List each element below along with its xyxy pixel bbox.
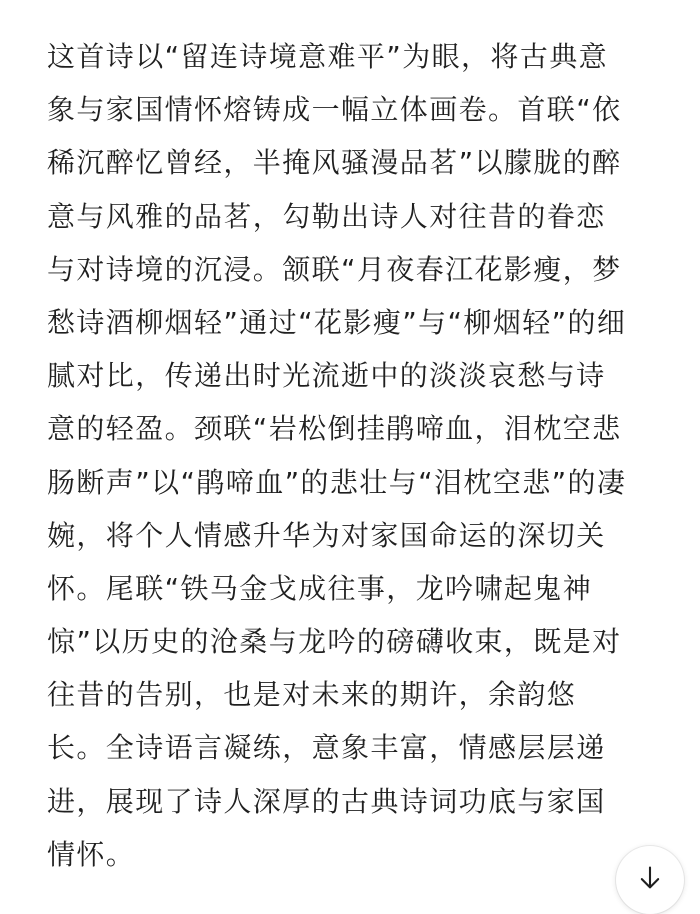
text-line: 进，展现了诗人深厚的古典诗词功底与家国 (47, 784, 606, 818)
text-line: 惊”以历史的沧桑与龙吟的磅礴收束，既是对 (47, 625, 622, 659)
text-line: 婉，将个人情感升华为对家国命运的深切关 (47, 518, 606, 552)
article-body (47, 30, 662, 881)
text-line: 长。全诗语言凝练，意象丰富，情感层层递 (47, 731, 606, 765)
text-line: 往昔的告别，也是对未来的期许，余韵悠 (47, 678, 577, 712)
text-line: 愁诗酒柳烟轻”通过“花影瘦”与“柳烟轻”的细 (47, 305, 627, 339)
text-line: 肠断声”以“鹃啼血”的悲壮与“泪枕空悲”的凄 (47, 465, 627, 499)
text-line: 这首诗以“留连诗境意难平”为眼，将古典意 (47, 40, 609, 73)
text-line: 怀。尾联“铁马金戈成往事，龙吟啸起鬼神 (47, 571, 593, 605)
arrow-down-icon (636, 864, 664, 892)
scroll-to-bottom-button[interactable] (616, 846, 684, 914)
text-line: 意的轻盈。颈联“岩松倒挂鹃啼血，泪枕空悲 (47, 412, 622, 446)
text-line: 稀沉醉忆曾经，半掩风骚漫品茗”以朦胧的醉 (47, 146, 622, 180)
text-line: 与对诗境的沉浸。颔联“月夜春江花影瘦，梦 (47, 252, 622, 286)
text-line: 意与风雅的品茗，勾勒出诗人对往昔的眷恋 (47, 199, 606, 233)
text-line: 象与家国情怀熔铸成一幅立体画卷。首联“依 (47, 93, 622, 127)
text-line: 情怀。 (47, 837, 136, 871)
text-line: 腻对比，传递出时光流逝中的淡淡哀愁与诗 (47, 359, 606, 393)
